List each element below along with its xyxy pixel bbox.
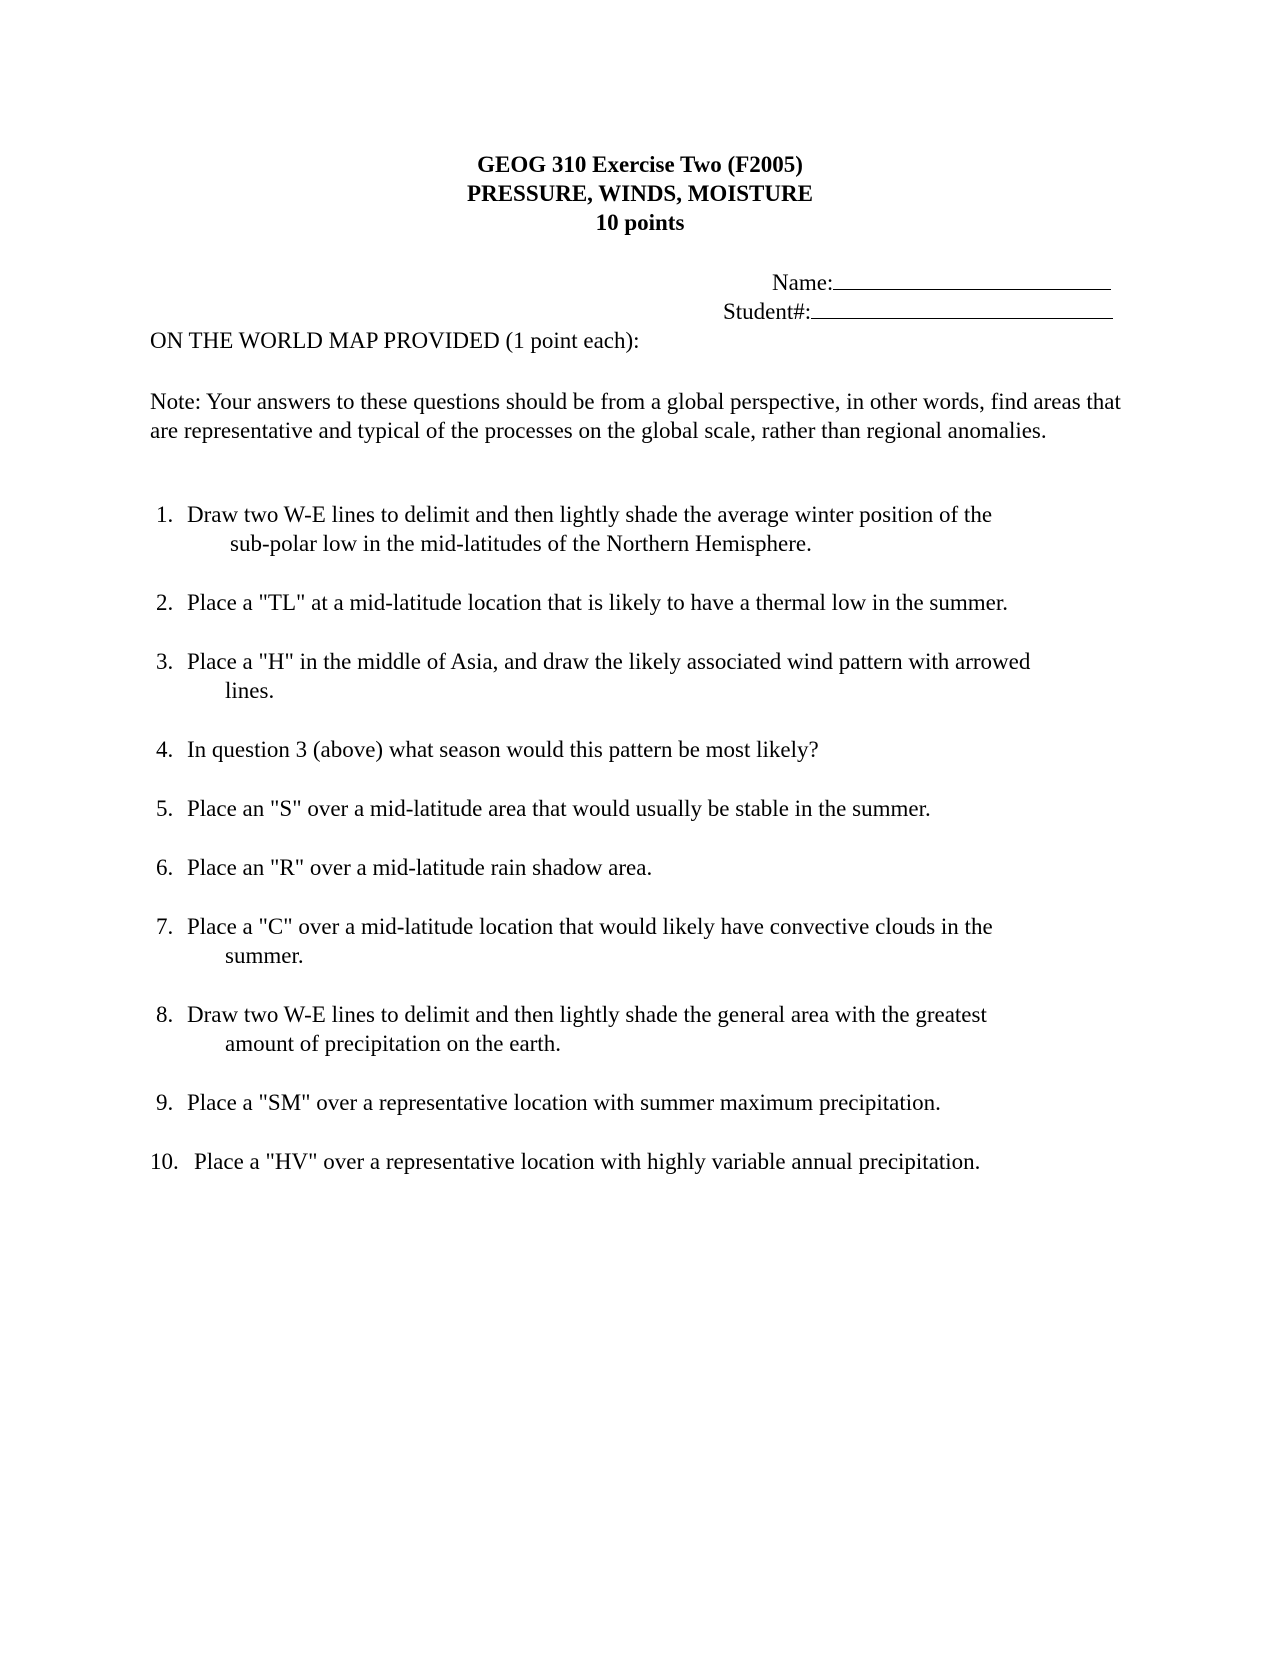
question-text: Place an "S" over a mid-latitude area that would usually be stable in the summer. bbox=[187, 796, 931, 821]
question-text: Place a "C" over a mid-latitude location that would likely have convective clouds in the bbox=[187, 914, 993, 939]
question-item bbox=[150, 647, 1125, 705]
question-number: 9. bbox=[156, 1090, 174, 1115]
question-number: 1. bbox=[156, 502, 174, 527]
question-item bbox=[150, 500, 1125, 558]
question-text-continued: lines. bbox=[225, 678, 275, 703]
question-text-continued: summer. bbox=[225, 943, 304, 968]
question-number: 2. bbox=[156, 590, 174, 615]
student-number-field[interactable] bbox=[723, 298, 1113, 326]
question-text: Place a "TL" at a mid-latitude location that is likely to have a thermal low in the summer. bbox=[187, 590, 1008, 615]
question-text: In question 3 (above) what season would this pattern be most likely? bbox=[187, 737, 819, 762]
question-number: 4. bbox=[156, 737, 174, 762]
question-item bbox=[150, 1147, 1125, 1176]
question-number: 7. bbox=[156, 914, 174, 939]
student-number-blank[interactable] bbox=[811, 298, 1113, 319]
question-text: Draw two W-E lines to delimit and then lightly shade the average winter position of the bbox=[187, 502, 993, 527]
course-title: GEOG 310 Exercise Two (F2005) bbox=[477, 152, 803, 177]
points-total: 10 points bbox=[595, 210, 685, 235]
question-text: Draw two W-E lines to delimit and then lightly shade the general area with the greatest bbox=[187, 1002, 987, 1027]
question-text: Place a "HV" over a representative location with highly variable annual precipitation. bbox=[194, 1149, 981, 1174]
question-item bbox=[150, 1088, 1125, 1117]
question-item bbox=[150, 1000, 1125, 1058]
question-item bbox=[150, 912, 1125, 970]
question-number: 10. bbox=[150, 1149, 179, 1174]
note-paragraph: Note: Your answers to these questions should be from a global perspective, in other words, find areas that are representative and typical of the processes on the global scale, rather than regional anomalies. bbox=[150, 389, 1121, 443]
question-text: Place a "H" in the middle of Asia, and draw the likely associated wind pattern with arrowed bbox=[187, 649, 1031, 674]
instructions: ON THE WORLD MAP PROVIDED (1 point each): bbox=[150, 328, 640, 353]
question-item bbox=[150, 794, 1125, 823]
name-blank[interactable] bbox=[833, 269, 1111, 290]
name-label: Name: bbox=[772, 270, 834, 295]
title-block bbox=[0, 150, 1280, 237]
question-text: Place an "R" over a mid-latitude rain shadow area. bbox=[187, 855, 653, 880]
exercise-topic: PRESSURE, WINDS, MOISTURE bbox=[467, 181, 813, 206]
question-number: 5. bbox=[156, 796, 174, 821]
question-item bbox=[150, 588, 1125, 617]
student-number-label: Student#: bbox=[723, 299, 812, 324]
question-number: 8. bbox=[156, 1002, 174, 1027]
question-item bbox=[150, 735, 1125, 764]
question-item bbox=[150, 853, 1125, 882]
question-number: 6. bbox=[156, 855, 174, 880]
question-text-continued: amount of precipitation on the earth. bbox=[225, 1031, 561, 1056]
question-list bbox=[150, 500, 1125, 1206]
question-text: Place a "SM" over a representative location with summer maximum precipitation. bbox=[187, 1090, 941, 1115]
name-field[interactable] bbox=[772, 269, 1111, 297]
question-text-continued: sub-polar low in the mid-latitudes of the Northern Hemisphere. bbox=[230, 531, 812, 556]
question-number: 3. bbox=[156, 649, 174, 674]
